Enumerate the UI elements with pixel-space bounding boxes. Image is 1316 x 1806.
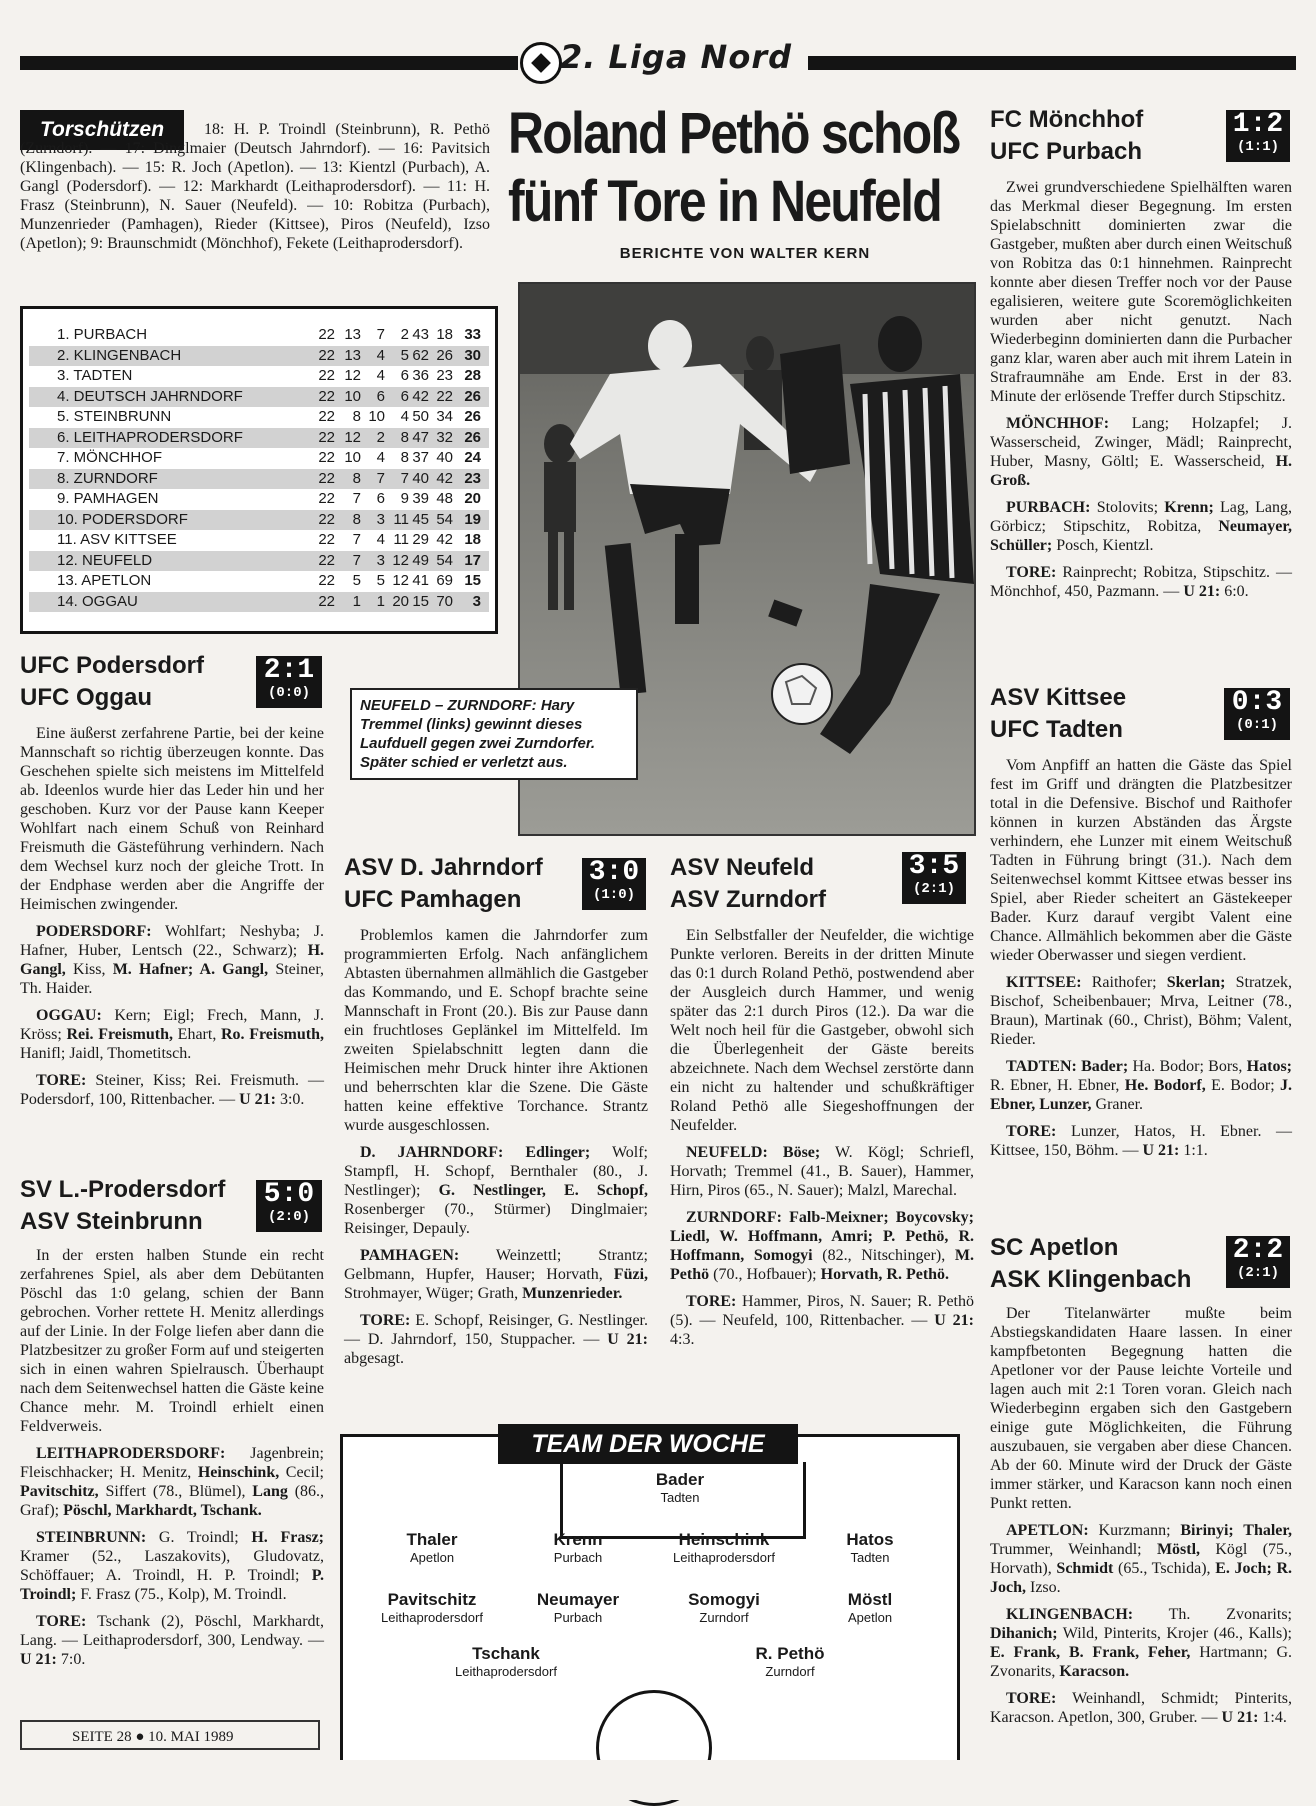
losses-cell: 5 — [400, 346, 409, 364]
draws-cell: 1 — [376, 592, 385, 610]
points-cell: 3 — [472, 592, 481, 610]
player-card — [590, 1470, 770, 1506]
wins-cell: 13 — [344, 326, 361, 343]
team-name: 5. STEINBRUNN — [57, 408, 172, 425]
goals-for-cell: 42 — [412, 387, 429, 405]
games-cell: 22 — [318, 469, 335, 487]
player-name: Krenn — [553, 1530, 603, 1549]
team-name: 1. PURBACH — [57, 326, 148, 343]
player-name: Heinschink — [678, 1530, 770, 1549]
home-team: ASV D. Jahrndorf — [344, 854, 543, 881]
player-club: Tadten — [660, 1490, 700, 1505]
table-row — [29, 366, 489, 386]
wins-cell: 8 — [352, 510, 361, 528]
table-row — [29, 510, 489, 530]
home-team: SC Apetlon — [990, 1234, 1119, 1261]
goals-against-cell: 54 — [436, 551, 453, 569]
goals-for-cell: 50 — [412, 408, 429, 425]
score-box: 2:1 (0:0) — [256, 656, 322, 708]
player-name: Neumayer — [536, 1590, 620, 1609]
team-of-the-week-title: TEAM DER WOCHE — [498, 1424, 798, 1464]
table-row — [29, 387, 489, 407]
score-box: 2:2 (2:1) — [1226, 1236, 1290, 1288]
player-name: Pavitschitz — [387, 1590, 477, 1609]
team-name: 12. NEUFELD — [57, 551, 153, 569]
player-club: Apetlon — [847, 1610, 893, 1625]
goals-against-cell: 40 — [436, 449, 453, 466]
goals-against-cell: 26 — [436, 346, 453, 364]
player-card — [780, 1590, 960, 1626]
games-cell: 22 — [318, 490, 335, 507]
wins-cell: 8 — [352, 469, 361, 487]
points-cell: 17 — [464, 551, 481, 569]
score-box: 0:3 (0:1) — [1224, 688, 1290, 740]
score-box: 3:0 (1:0) — [582, 858, 646, 910]
games-cell: 22 — [318, 326, 335, 343]
wins-cell: 10 — [344, 449, 361, 466]
games-cell: 22 — [318, 592, 335, 610]
points-cell: 33 — [464, 326, 481, 343]
scorers-list: 18: H. P. Troindl (Steinbrunn), R. Pethö (Zurndorf). — 17: Dinglmaier (Deutsch Jahrndorf). — 16: Pavitsich (Klingenbach). — 15: R. Joch (Apetlon). — 13: Kientzl (Purbach), A. Gangl (Podersdorf). — 12: Markhardt (Leithaprodersdorf). — 11: H. Frasz (Steinbrunn), N. Sauer (Neufeld). — 10: Robitza (Purbach), Munzenrieder (Pamhagen), Rieder (Kittsee), Piros (Neufeld), Izso (Apetlon); 9: Braunschmidt (Mönchhof), Fekete (Leithaprodersdorf). — [20, 121, 490, 252]
goals-for-cell: 39 — [412, 490, 429, 507]
points-cell: 28 — [464, 367, 481, 384]
player-club: Zurndorf — [765, 1664, 815, 1679]
wins-cell: 12 — [344, 428, 361, 446]
player-name: Tschank — [472, 1644, 540, 1663]
wins-cell: 7 — [352, 490, 361, 507]
losses-cell: 20 — [392, 592, 409, 610]
match-apetlon — [990, 1232, 1220, 1296]
home-team: UFC Podersdorf — [20, 652, 205, 679]
table-row — [29, 530, 489, 550]
match-kittsee — [990, 682, 1220, 746]
goals-for-cell: 47 — [412, 428, 429, 446]
table-row — [29, 592, 489, 612]
goals-for-cell: 43 — [412, 326, 429, 343]
player-club: Leithaprodersdorf — [455, 1664, 557, 1679]
games-cell: 22 — [318, 367, 335, 384]
points-cell: 26 — [464, 408, 481, 425]
draws-cell: 3 — [376, 551, 385, 569]
headline: Roland Pethö schoß fünf Tore in Neufeld — [508, 101, 960, 234]
table-row — [29, 448, 489, 468]
losses-cell: 6 — [400, 387, 409, 405]
table-row — [29, 489, 489, 509]
losses-cell: 4 — [400, 408, 409, 425]
goals-against-cell: 23 — [436, 367, 453, 384]
away-team: ASV Steinbrunn — [20, 1208, 203, 1235]
draws-cell: 7 — [376, 326, 385, 343]
points-cell: 23 — [464, 469, 481, 487]
team-name: 2. KLINGENBACH — [57, 346, 182, 364]
report-moenchhof: Zwei grundverschiedene Spielhälften waren das Merkmal dieser Begegnung. Im ersten Spielabschnitt dominierten zwar die Gastgeber, mußten aber durch einen Weitschuß von Robitza das 0:1 hinnehmen. Rainprecht konnte aber diesen Treffer noch vor der Pause egalisieren, weitere gute Scoremöglichkeiten wurden aber nicht genutzt. Nach Wiederbeginn dominierten dann die Purbacher ganz klar, waren aber auch mit ihrem Latein in Strafraumnähe am Ende. Erst in der 83. Minute der erlösende Treffer durch Stipschitz. MÖNCHHOF: Lang; Holzapfel; J. Wasserscheid, Zwinger, Mädl; Rainprecht, Huber, Masny, Göltl; E. Wasserscheid, H. Groß. PURBACH: Stolovits; Krenn; Lag, Lang, Görbicz; Stipschitz, Robitza, Neumayer, Schüller; Posch, Kientzl. TORE: Rainprecht; Robitza, Stipschitz. — Mönchhof, 450, Pazmann. — U 21: 6:0. — [990, 179, 1293, 600]
player-name: Möstl — [847, 1590, 893, 1609]
player-club: Purbach — [553, 1550, 603, 1565]
wins-cell: 7 — [352, 551, 361, 569]
losses-cell: 8 — [400, 428, 409, 446]
away-team: ASK Klingenbach — [990, 1266, 1192, 1293]
table-row — [29, 407, 489, 427]
wins-cell: 13 — [344, 346, 361, 364]
player-name: Somogyi — [688, 1590, 760, 1609]
team-name: 14. OGGAU — [57, 592, 138, 610]
team-name: 11. ASV KITTSEE — [57, 531, 177, 548]
points-cell: 26 — [464, 387, 481, 405]
header-rule-left — [20, 56, 518, 70]
wins-cell: 10 — [344, 387, 361, 405]
goals-against-cell: 70 — [436, 592, 453, 610]
player-club: Tadten — [850, 1550, 890, 1565]
wins-cell: 12 — [344, 367, 361, 384]
report-prodersdorf: In der ersten halben Stunde ein recht zerfahrenes Spiel, als aber dem Debütanten Pöschl das 1:0 gelang, schien der Bann gebrochen. Vorher rettete H. Menitz allerdings auf der Linie. In der Folge liefen aber dann die Platzbesitzer zu großer Form auf und steigerten sich in einen wahren Spielrausch. Überhaupt nach dem Seitenwechsel hatten die Gäste keine Chance mehr. M. Troindl erhielt einen Feldverweis. LEITHAPRODERSDORF: Jagenbrein; Fleischhacker; H. Menitz, Heinschink, Cecil; Pavitschitz, Siffert (78., Blümel), Lang (86., Graf); Pöschl, Markhardt, Tschank. STEINBRUNN: G. Troindl; H. Frasz; Kramer (52., Laszakovits), Gludovatz, Schöffauer; A. Troindl, H. P. Troindl; P. Troindl; F. Frasz (75., Kolp), M. Troindl. TORE: Tschank (2), Pöschl, Markhardt, Lang. — Leithaprodersdorf, 300, Lendway. — U 21: 7:0. — [20, 1247, 325, 1668]
draws-cell: 7 — [376, 469, 385, 487]
report-neufeld: Ein Selbstfaller der Neufelder, die wichtige Punkte verloren. Bereits in der dritten Minute das 0:1 durch Roland Pethö, postwendend aber der Ausgleich durch Hammer, und wenig später das 2:1 durch Piros (12.). Da war die Welt noch heil für die Gastgeber, obwohl sich die Überlegenheit der Gäste bereits abzeichnete. Nach dem Wechsel zerstörte dann ein nicht zu haltender und schußkräftiger Roland Pethö alle Siegeshoffnungen der Neufelder. NEUFELD: Böse; W. Kögl; Schriefl, Horvath; Tremmel (41., B. Sauer), Hammer, Hirn, Piros (65., N. Sauer); Malzl, Marechal. ZURNDORF: Falb-Meixner; Boycovsky; Liedl, W. Hoffmann, Amri; P. Pethö, R. Hoffmann, Somogyi (82., Nitschinger), M. Pethö (70., Hofbauer); Horvath, R. Pethö. TORE: Hammer, Piros, N. Sauer; R. Pethö (5). — Neufeld, 100, Rittenbacher. — U 21: 4:3. — [670, 927, 975, 1348]
player-card — [780, 1530, 960, 1566]
goals-for-cell: 41 — [412, 572, 429, 589]
away-team: UFC Purbach — [990, 138, 1143, 165]
games-cell: 22 — [318, 387, 335, 405]
draws-cell: 2 — [376, 428, 385, 446]
losses-cell: 12 — [392, 572, 409, 589]
losses-cell: 11 — [393, 531, 409, 548]
team-name: 6. LEITHAPRODERSDORF — [57, 428, 243, 446]
team-name: 7. MÖNCHHOF — [57, 449, 162, 466]
report-apetlon: Der Titelanwärter mußte beim Abstiegskandidaten Haare lassen. In einer kampfbetonten Begegnung hatten die Apetloner vor der Pause leichte Vorteile und lagen auch mit 2:1 Toren voran. Gleich nach Wiederbeginn ergaben sich den Gastgebern einige gute Möglichkeiten, die Führung auszubauen, sie vergaben aber diese Chancen. Ab der 60. Minute wird der Druck der Gäste immer stärker, und Karacson kann noch einen Punkt retten. APETLON: Kurzmann; Birinyi; Thaler, Trummer, Weinhandl; Möstl, Kögl (75., Horvath), Schmidt (65., Tschida), E. Joch; R. Joch, Izso. KLINGENBACH: Th. Zvonarits; Dihanich; Wild, Pinterits, Krojer (46., Kalls); E. Frank, B. Frank, Feher, Hartmann; G. Zvonarits, Karacson. TORE: Weinhandl, Schmidt; Pinterits, Karacson. Apetlon, 300, Gruber. — U 21: 1:4. — [990, 1305, 1293, 1726]
player-name: Bader — [655, 1470, 705, 1489]
games-cell: 22 — [318, 428, 335, 446]
goals-for-cell: 45 — [412, 510, 429, 528]
games-cell: 22 — [318, 346, 335, 364]
away-team: UFC Oggau — [20, 684, 152, 711]
section-title: 2. Liga Nord — [559, 38, 792, 76]
games-cell: 22 — [318, 531, 335, 548]
games-cell: 22 — [318, 572, 335, 589]
player-club: Zurndorf — [699, 1610, 749, 1625]
losses-cell: 8 — [400, 449, 409, 466]
losses-cell: 11 — [393, 510, 409, 528]
player-name: R. Pethö — [755, 1644, 825, 1663]
goals-for-cell: 36 — [412, 367, 429, 384]
draws-cell: 6 — [376, 387, 385, 405]
goals-for-cell: 29 — [412, 531, 429, 548]
team-name: 9. PAMHAGEN — [57, 490, 159, 507]
player-name: Thaler — [406, 1530, 458, 1549]
table-row — [29, 428, 489, 448]
points-cell: 30 — [464, 346, 481, 364]
player-club: Leithaprodersdorf — [381, 1610, 483, 1625]
home-team: ASV Kittsee — [990, 684, 1127, 711]
goals-for-cell: 37 — [412, 449, 429, 466]
goals-for-cell: 62 — [412, 346, 429, 364]
draws-cell: 10 — [368, 408, 385, 425]
goals-against-cell: 69 — [436, 572, 453, 589]
home-team: ASV Neufeld — [670, 854, 815, 881]
goals-for-cell: 49 — [412, 551, 429, 569]
report-kittsee: Vom Anpfiff an hatten die Gäste das Spiel fest im Griff und drängten die Platzbesitzer total in die Defensive. Bischof und Raithofer können in kurzen Abständen das Ärgste verhindern, ehe Lunzer mit einem Weitschuß Tadten in Führung bringt (31.). Nach dem Seitenwechsel kommt Kittsee etwas besser ins Spiel, aber Rieder scheitert an Gästekeeper Bader. Kurz darauf vergibt Valent eine Chance. Allmählich bekommen aber die Gäste wieder Oberwasser und siegen verdient. KITTSEE: Raithofer; Skerlan; Stratzek, Bischof, Scheibenbauer; Mrva, Leitner (78., Braun), Martinak (60., Christ), Böhm; Valent, Rieder. TADTEN: Bader; Ha. Bodor; Bors, Hatos; R. Ebner, H. Ebner, He. Bodorf, E. Bodor; J. Ebner, Lunzer, Graner. TORE: Lunzer, Hatos, H. Ebner. — Kittsee, 150, Böhm. — U 21: 1:1. — [990, 757, 1293, 1159]
team-name: 10. PODERSDORF — [57, 510, 188, 528]
away-team: ASV Zurndorf — [670, 886, 826, 913]
points-cell: 26 — [464, 428, 481, 446]
draws-cell: 6 — [376, 490, 385, 507]
points-cell: 20 — [464, 490, 481, 507]
team-name: 4. DEUTSCH JAHRNDORF — [57, 387, 243, 405]
losses-cell: 12 — [392, 551, 409, 569]
goals-against-cell: 34 — [436, 408, 453, 425]
table-row — [29, 325, 489, 345]
table-row — [29, 346, 489, 366]
header-rule-right — [808, 56, 1296, 70]
goals-against-cell: 54 — [436, 510, 453, 528]
draws-cell: 4 — [376, 367, 385, 384]
wins-cell: 7 — [352, 531, 361, 548]
player-club: Purbach — [553, 1610, 603, 1625]
report-jahrndorf: Problemlos kamen die Jahrndorfer zum programmierten Erfolg. Nach anfänglichem Abtasten übernahmen allmählich die Gastgeber das Kommando, und E. Schopf brachte seine Mannschaft in Front (20.). Bis zur Pause dann ein fruchtloses Geplänkel im Mittelfeld. Im zweiten Spielabschnitt legten dann die Heimischen mehr Druck hinter ihre Aktionen und beherrschten klar die Szene. Die Gäste hatten keine effektive Torchance. Strantz wurde ausgeschlossen. D. JAHRNDORF: Edlinger; Wolf; Stampfl, H. Schopf, Bernthaler (80., J. Nestlinger); G. Nestlinger, E. Schopf, Rosenberger (70., Stürmer) Dinglmaier; Reisinger, Depauly. PAMHAGEN: Weinzettl; Strantz; Gelbmann, Hupfer, Hauser; Horvath, Füzi, Strohmayer, Wüger; Grath, Munzenrieder. TORE: E. Schopf, Reisinger, G. Nestlinger. — D. Jahrndorf, 150, Stuppacher. — U 21: abgesagt. — [344, 927, 649, 1367]
losses-cell: 2 — [400, 326, 409, 343]
table-row — [29, 571, 489, 591]
player-card — [700, 1644, 880, 1680]
draws-cell: 3 — [376, 510, 385, 528]
goals-against-cell: 32 — [436, 428, 453, 446]
match-moenchhof — [990, 104, 1220, 168]
draws-cell: 4 — [376, 346, 385, 364]
points-cell: 15 — [464, 572, 481, 589]
player-card — [416, 1644, 596, 1680]
away-team: UFC Pamhagen — [344, 886, 522, 913]
points-cell: 19 — [464, 510, 481, 528]
team-name: 13. APETLON — [57, 572, 152, 589]
wins-cell: 1 — [352, 592, 361, 610]
standings-table — [20, 306, 498, 634]
team-name: 3. TADTEN — [57, 367, 133, 384]
report-podersdorf: Eine äußerst zerfahrene Partie, bei der keine Mannschaft so richtig überzeugen konnte. Das Geschehen spielte sich meistens im Mittelfeld ab. Ideenlos wurde hier das Leder hin und her geschoben. Kurz vor der Pause kann Keeper Wohlfart nach einem Schuß von Reinhard Freismuth die Gästeführung verhindern. Nach dem Wechsel kurz noch der gleiche Trott. In der Endphase werden aber die Angriffe der Heimischen zwingender. PODERSDORF: Wohlfart; Neshyba; J. Hafner, Huber, Lentsch (22., Schwarz); H. Gangl, Kiss, M. Hafner; A. Gangl, Steiner, Th. Haider. OGGAU: Kern; Eigl; Frech, Mann, J. Kröss; Rei. Freismuth, Ehart, Ro. Freismuth, Hanifl; Jaidl, Thometitsch. TORE: Steiner, Kiss; Rei. Freismuth. — Podersdorf, 100, Rittenbacher. — U 21: 3:0. — [20, 725, 325, 1108]
home-team: SV L.-Prodersdorf — [20, 1176, 226, 1203]
goals-against-cell: 22 — [436, 387, 453, 405]
games-cell: 22 — [318, 510, 335, 528]
table-row — [29, 469, 489, 489]
draws-cell: 4 — [376, 531, 385, 548]
goals-against-cell: 48 — [436, 490, 453, 507]
games-cell: 22 — [318, 449, 335, 466]
page-footer: SEITE 28 ● 10. MAI 1989 — [20, 1720, 320, 1750]
goals-for-cell: 40 — [412, 469, 429, 487]
scorers-tag: Torschützen — [20, 110, 184, 150]
player-name: Hatos — [846, 1530, 894, 1549]
score-box: 5:0 (2:0) — [256, 1180, 322, 1232]
arc-mask — [340, 1760, 960, 1800]
wins-cell: 8 — [352, 408, 361, 425]
team-name: 8. ZURNDORF — [57, 469, 158, 487]
away-team: UFC Tadten — [990, 716, 1123, 743]
goals-against-cell: 18 — [436, 326, 453, 343]
losses-cell: 6 — [400, 367, 409, 384]
points-cell: 24 — [464, 449, 481, 466]
draws-cell: 4 — [376, 449, 385, 466]
wins-cell: 5 — [352, 572, 361, 589]
byline: BERICHTE VON WALTER KERN — [619, 245, 871, 262]
player-club: Apetlon — [409, 1550, 455, 1565]
losses-cell: 9 — [400, 490, 409, 507]
goals-for-cell: 15 — [412, 592, 429, 610]
photo-caption: NEUFELD – ZURNDORF: Hary Tremmel (links) gewinnt dieses Laufduell gegen zwei Zurndorfer. Später schied er verletzt aus. — [350, 688, 638, 780]
player-club: Leithaprodersdorf — [673, 1550, 775, 1565]
games-cell: 22 — [318, 551, 335, 569]
score-box: 1:2 (1:1) — [1226, 110, 1290, 162]
goals-against-cell: 42 — [436, 531, 453, 548]
points-cell: 18 — [464, 531, 481, 548]
score-box: 3:5 (2:1) — [902, 852, 966, 904]
games-cell: 22 — [318, 408, 335, 425]
goals-against-cell: 42 — [436, 469, 453, 487]
home-team: FC Mönchhof — [990, 106, 1144, 133]
table-row — [29, 551, 489, 571]
losses-cell: 7 — [400, 469, 409, 487]
draws-cell: 5 — [376, 572, 385, 589]
